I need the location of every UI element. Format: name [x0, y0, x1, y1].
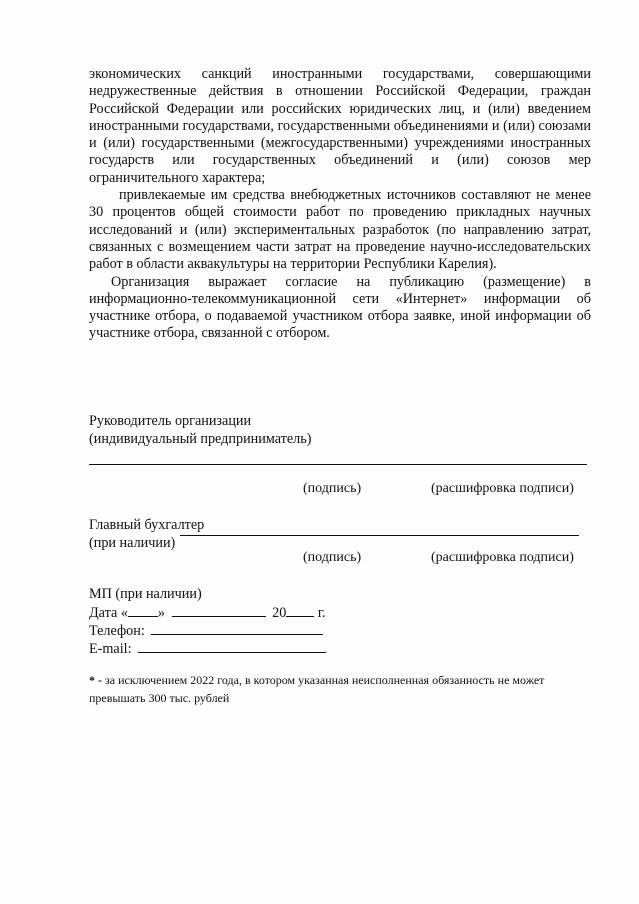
- head-signature-caption: (подпись): [303, 481, 362, 496]
- date-mid: »: [157, 605, 166, 621]
- paragraph-consent: Организация выражает согласие на публикацию (размещение) в информационно-телекоммуникационной сети «Интернет» информации об участнике отбора, о подаваемой участником отбора заявке, иной информации об участнике отбора, связанной с отбором.: [89, 273, 591, 342]
- head-title: [89, 412, 311, 448]
- date-row: [89, 603, 326, 622]
- head-title-line2: (индивидуальный предприниматель): [89, 431, 312, 447]
- date-year-field[interactable]: [286, 603, 314, 617]
- paragraph-sanctions: экономических санкций иностранными государствами, совершающими недружественные действия в отношении Российской Федерации, граждан Российской Федерации или российских юридических лиц, и (или) введением иностранными государствами, государственными объединениями и (или) союзами и (или) государственными (межгосударственными) учреждениями иностранных государств или государственных объединений и (или) союзов мер ограничительного характера;: [89, 66, 591, 186]
- date-day-field[interactable]: [128, 603, 158, 617]
- email-label: E-mail:: [89, 641, 132, 657]
- date-month-field[interactable]: [172, 603, 266, 617]
- date-year-label: 20: [272, 605, 287, 621]
- accountant-decoding-caption: (расшифровка подписи): [431, 550, 574, 565]
- accountant-title-line2: (при наличии): [89, 535, 176, 551]
- phone-row: [89, 621, 323, 640]
- accountant-title: [89, 516, 204, 552]
- accountant-title-line1: Главный бухгалтер: [89, 517, 205, 533]
- date-prefix: Дата «: [89, 605, 128, 621]
- accountant-signature-line[interactable]: [180, 535, 579, 536]
- footnote-text: за исключением 2022 года, в котором указанная неисполненная обязанность не может превышать 300 тыс. рублей: [89, 673, 545, 705]
- phone-label: Телефон:: [89, 623, 145, 639]
- head-signature-line[interactable]: [89, 464, 587, 465]
- paragraph-extrabudgetary: привлекаемые им средства внебюджетных источников составляют не менее 30 процентов общей стоимости работ по проведению прикладных научных исследований и (или) экспериментальных разработок (по направлению затрат, связанных с возмещением части затрат на проведение научно-исследовательских работ в области аквакультуры на территории Республики Карелия).: [89, 187, 591, 273]
- head-title-line1: Руководитель организации: [89, 413, 252, 429]
- email-field[interactable]: [138, 639, 326, 653]
- body-text: [89, 66, 591, 343]
- stamp-label: МП (при наличии): [89, 586, 202, 602]
- footnote-marker: * -: [89, 673, 102, 687]
- date-suffix: г.: [317, 605, 326, 621]
- accountant-signature-caption: (подпись): [303, 550, 362, 565]
- footnote: [89, 671, 595, 707]
- head-decoding-caption: (расшифровка подписи): [431, 481, 574, 496]
- phone-field[interactable]: [151, 621, 323, 635]
- email-row: [89, 639, 326, 658]
